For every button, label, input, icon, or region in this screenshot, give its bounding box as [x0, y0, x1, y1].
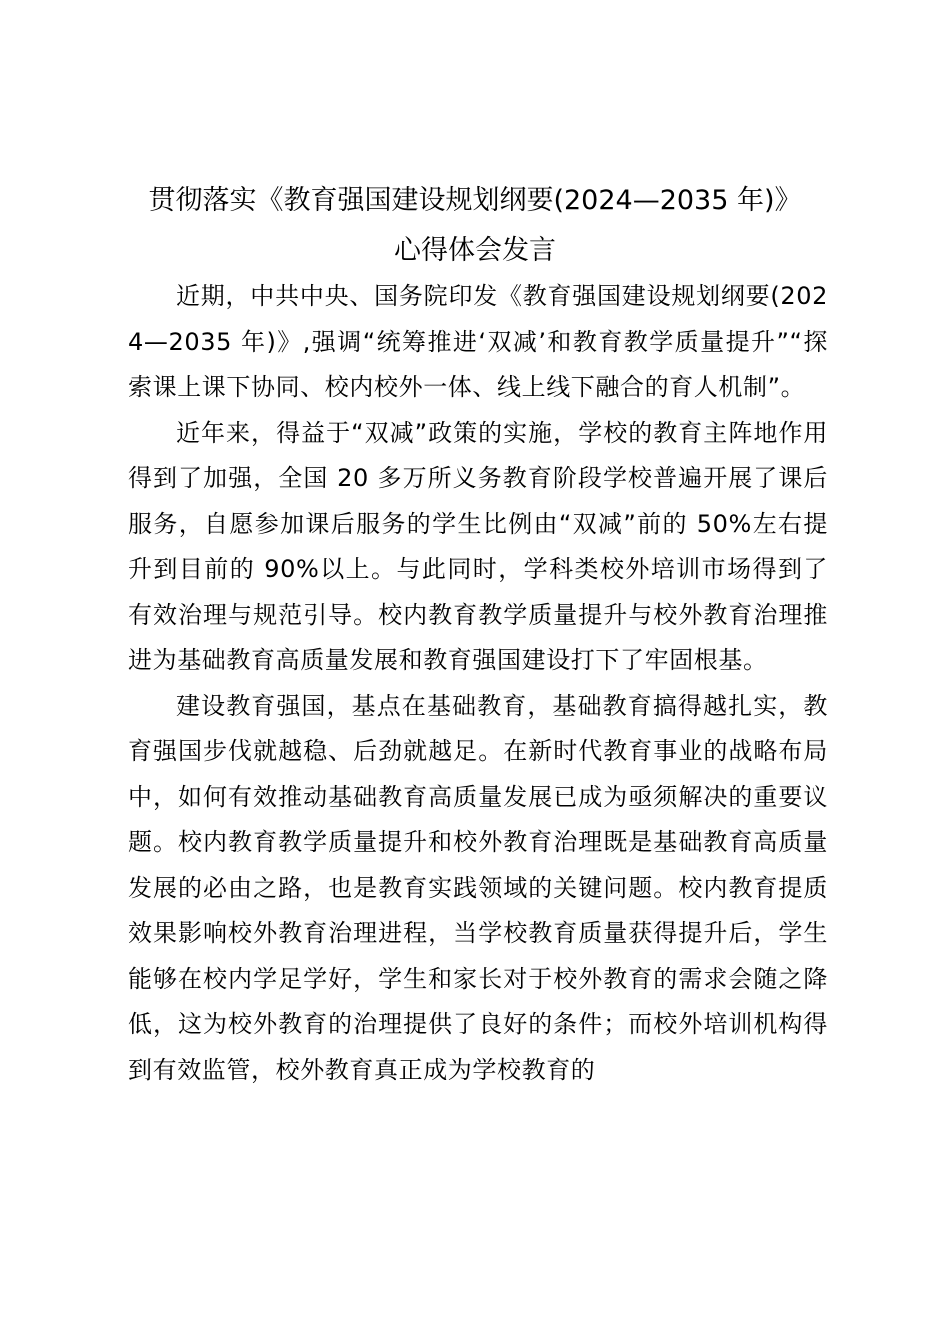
document-body — [128, 274, 828, 1093]
document-title — [100, 176, 850, 276]
paragraph-3: 建设教育强国，基点在基础教育，基础教育搞得越扎实，教育强国步伐就越稳、后劲就越足。在新时代教育事业的战略布局中，如何有效推动基础教育高质量发展已成为亟须解决的重要议题。校内教育教学质量提升和校外教育治理既是基础教育高质量发展的必由之路，也是教育实践领域的关键问题。校内教育提质效果影响校外教育治理进程，当学校教育质量获得提升后，学生能够在校内学足学好，学生和家长对于校外教育的需求会随之降低，这为校外教育的治理提供了良好的条件；而校外培训机构得到有效监管，校外教育真正成为学校教育的 — [128, 691, 828, 1084]
title-line-2: 心得体会发言 — [394, 235, 556, 266]
title-line-1: 贯彻落实《教育强国建设规划纲要(2024—2035 年)》 — [148, 185, 802, 216]
paragraph-2: 近年来，得益于“双减”政策的实施，学校的教育主阵地作用得到了加强，全国 20 多万所义务教育阶段学校普遍开展了课后服务，自愿参加课后服务的学生比例由“双减”前的 50%左右提升到目前的 90%以上。与此同时，学科类校外培训市场得到了有效治理与规范引导。校内教育教学质量提升与校外教育治理推进为基础教育高质量发展和教育强国建设打下了牢固根基。 — [128, 418, 828, 674]
paragraph-1: 近期，中共中央、国务院印发《教育强国建设规划纲要(2024—2035 年)》,强调“统筹推进‘双减’和教育教学质量提升”“探索课上课下协同、校内校外一体、线上线下融合的育人机制”。 — [128, 282, 828, 401]
